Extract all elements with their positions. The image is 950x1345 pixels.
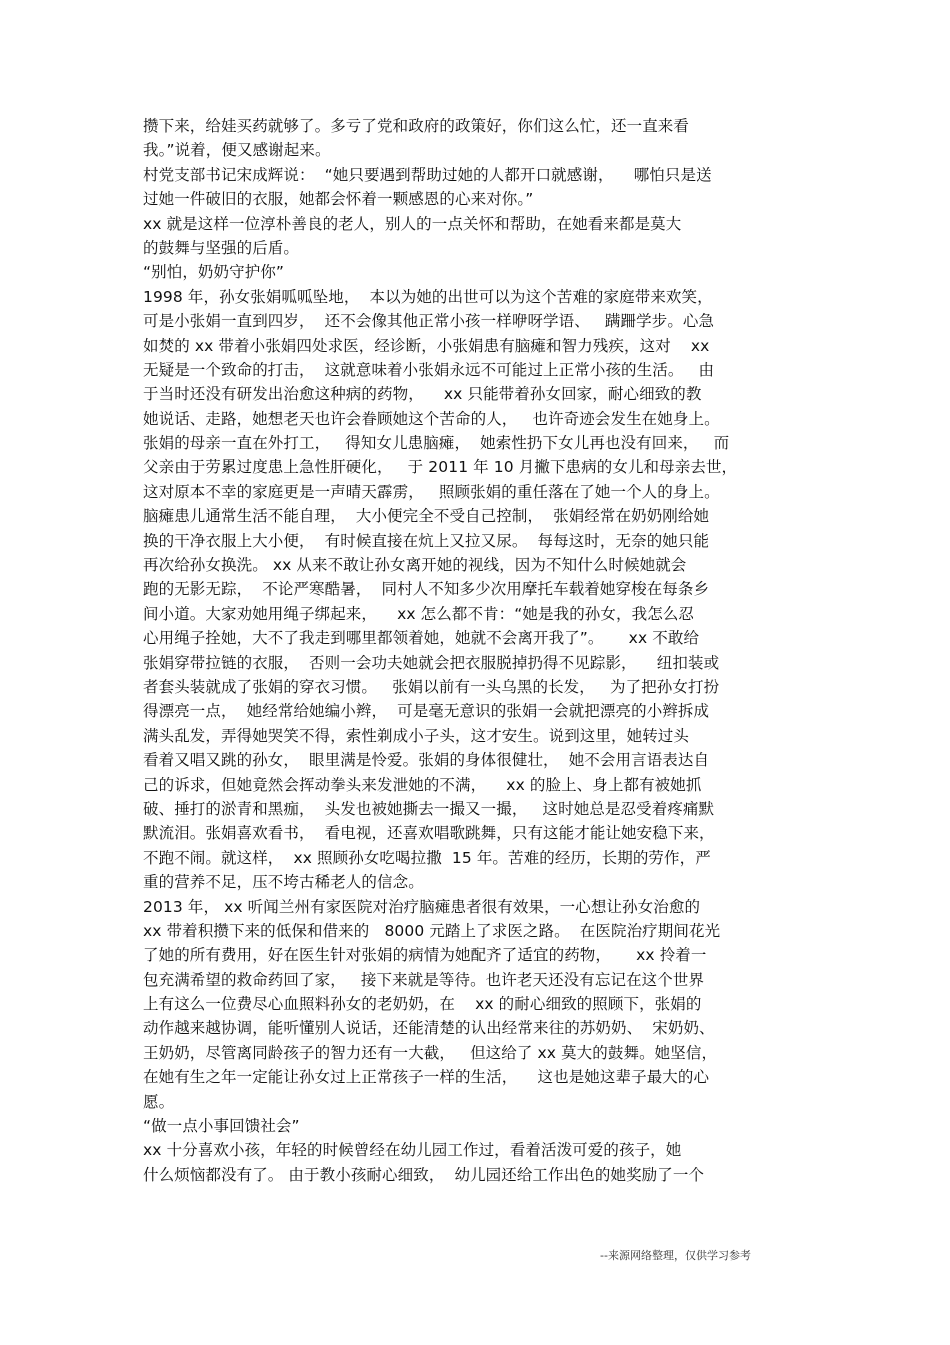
text-line: 2013 年， xx 听闻兰州有家医院对治疗脑瘫患者很有效果，一心想让孙女治愈的 [143,897,701,916]
text-line: 如焚的 xx 带着小张娟四处求医，经诊断，小张娟患有脑瘫和智力残疾，这对 xx [143,336,710,355]
text-line: 攒下来，给娃买药就够了。多亏了党和政府的政策好，你们这么忙，还一直来看 [143,117,690,135]
text-line: 破、捶打的淤青和黑痂， 头发也被她撕去一撮又一撮， 这时她总是忍受着疼痛默 [143,799,715,818]
text-line: 村党支部书记宋成辉说： “她只要遇到帮助过她的人都开口就感谢， 哪怕只是送 [143,165,712,184]
text-line: 己的诉求，但她竟然会挥动拳头来发泄她的不满， xx 的脸上、身上都有被她抓 [143,775,702,794]
text-line: 于当时还没有研发出治愈这种病的药物， xx 只能带着孙女回家，耐心细致的教 [143,385,702,404]
text-line: 可是小张娟一直到四岁， 还不会像其他正常小孩一样咿呀学语、 蹒跚学步。心急 [143,312,715,331]
text-line: 张娟的母亲一直在外打工， 得知女儿患脑瘫， 她索性扔下女儿再也没有回来， 而 [143,434,730,453]
text-line: 无疑是一个致命的打击， 这就意味着小张娟永远不可能过上正常小孩的生活。 由 [143,360,715,379]
text-line: 她说话、走路，她想老天也许会眷顾她这个苦命的人， 也许奇迹会发生在她身上。 [143,409,720,428]
footer-note: --来源网络整理，仅供学习参考 [600,1249,751,1262]
text-line: 脑瘫患儿通常生活不能自理， 大小便完全不受自己控制， 张娟经常在奶奶刚给她 [143,507,710,526]
text-line: 上有这么一位费尽心血照料孙女的老奶奶，在 xx 的耐心细致的照顾下，张娟的 [143,995,702,1014]
text-line: 跑的无影无踪， 不论严寒酷暑， 同村人不知多少次用摩托车载着她穿梭在每条乡 [143,580,710,599]
text-line: 得漂亮一点， 她经常给她编小辫， 可是毫无意识的张娟一会就把漂亮的小辫拆成 [143,702,710,721]
text-line: 动作越来越协调，能听懂别人说话，还能清楚的认出经常来往的苏奶奶、 宋奶奶、 [143,1019,715,1038]
text-line: 愿。 [143,1092,175,1111]
text-line: 父亲由于劳累过度患上急性肝硬化， 于 2011 年 10 月撇下患病的女儿和母亲去世， [143,458,738,477]
text-line: xx 带着积攒下来的低保和借来的 8000 元踏上了求医之路。 在医院治疗期间花光 [143,921,721,940]
article-body [143,114,823,1187]
text-line: 默流泪。张娟喜欢看书， 看电视，还喜欢唱歌跳舞，只有这能才能让她安稳下来， [143,824,715,843]
text-line: 间小道。大家劝她用绳子绑起来， xx 怎么都不肯：“她是我的孙女，我怎么忍 [143,604,695,623]
text-line: xx 十分喜欢小孩，年轻的时候曾经在幼儿园工作过，看着活泼可爱的孩子，她 [143,1141,682,1160]
text-line: 王奶奶，尽管离同龄孩子的智力还有一大截， 但这给了 xx 莫大的鼓舞。她坚信， [143,1043,718,1062]
text-line: 满头乱发，弄得她哭笑不得，索性剃成小子头，这才安生。说到这里，她转过头 [143,726,690,745]
text-line: 什么烦恼都没有了。 由于教小孩耐心细致， 幼儿园还给工作出色的她奖励了一个 [143,1165,705,1184]
text-line: 不跑不闹。就这样， xx 照顾孙女吃喝拉撒 15 年。苦难的经历，长期的劳作，严 [143,848,711,867]
text-line: 心用绳子拴她，大不了我走到哪里都领着她，她就不会离开我了”。 xx 不敢给 [143,629,700,648]
text-line: 我。”说着，便又感谢起来。 [143,141,331,160]
text-line: 重的营养不足，压不垮古稀老人的信念。 [143,873,424,892]
text-line: 包充满希望的救命药回了家， 接下来就是等待。也许老天还没有忘记在这个世界 [143,970,705,989]
text-line: 再次给孙女换洗。 xx 从来不敢让孙女离开她的视线，因为不知什么时候她就会 [143,556,687,575]
text-line: “别怕，奶奶守护你” [143,263,285,282]
text-line: 看着又唱又跳的孙女， 眼里满是怜爱。张娟的身体很健壮， 她不会用言语表达自 [143,751,710,770]
text-line: 的鼓舞与坚强的后盾。 [143,238,300,257]
text-line: 这对原本不幸的家庭更是一声晴天霹雳， 照顾张娟的重任落在了她一个人的身上。 [143,482,720,501]
text-line: 了她的所有费用，好在医生针对张娟的病情为她配齐了适宜的药物， xx 拎着一 [143,946,707,965]
text-line: 1998 年，孙女张娟呱呱坠地， 本以为她的出世可以为这个苦难的家庭带来欢笑， [143,287,713,306]
text-line: 过她一件破旧的衣服，她都会怀着一颗感恩的心来对你。” [143,190,534,209]
text-line: “做一点小事回馈社会” [143,1117,300,1136]
text-line: 张娟穿带拉链的衣服， 否则一会功夫她就会把衣服脱掉扔得不见踪影， 纽扣装或 [143,653,720,672]
text-line: xx 就是这样一位淳朴善良的老人，别人的一点关怀和帮助，在她看来都是莫大 [143,214,682,233]
text-line: 换的干净衣服上大小便， 有时候直接在炕上又拉又尿。 每每这时，无奈的她只能 [143,531,710,550]
text-line: 在她有生之年一定能让孙女过上正常孩子一样的生活， 这也是她这辈子最大的心 [143,1068,710,1087]
text-line: 者套头装就成了张娟的穿衣习惯。 张娟以前有一头乌黑的长发， 为了把孙女打扮 [143,677,720,696]
